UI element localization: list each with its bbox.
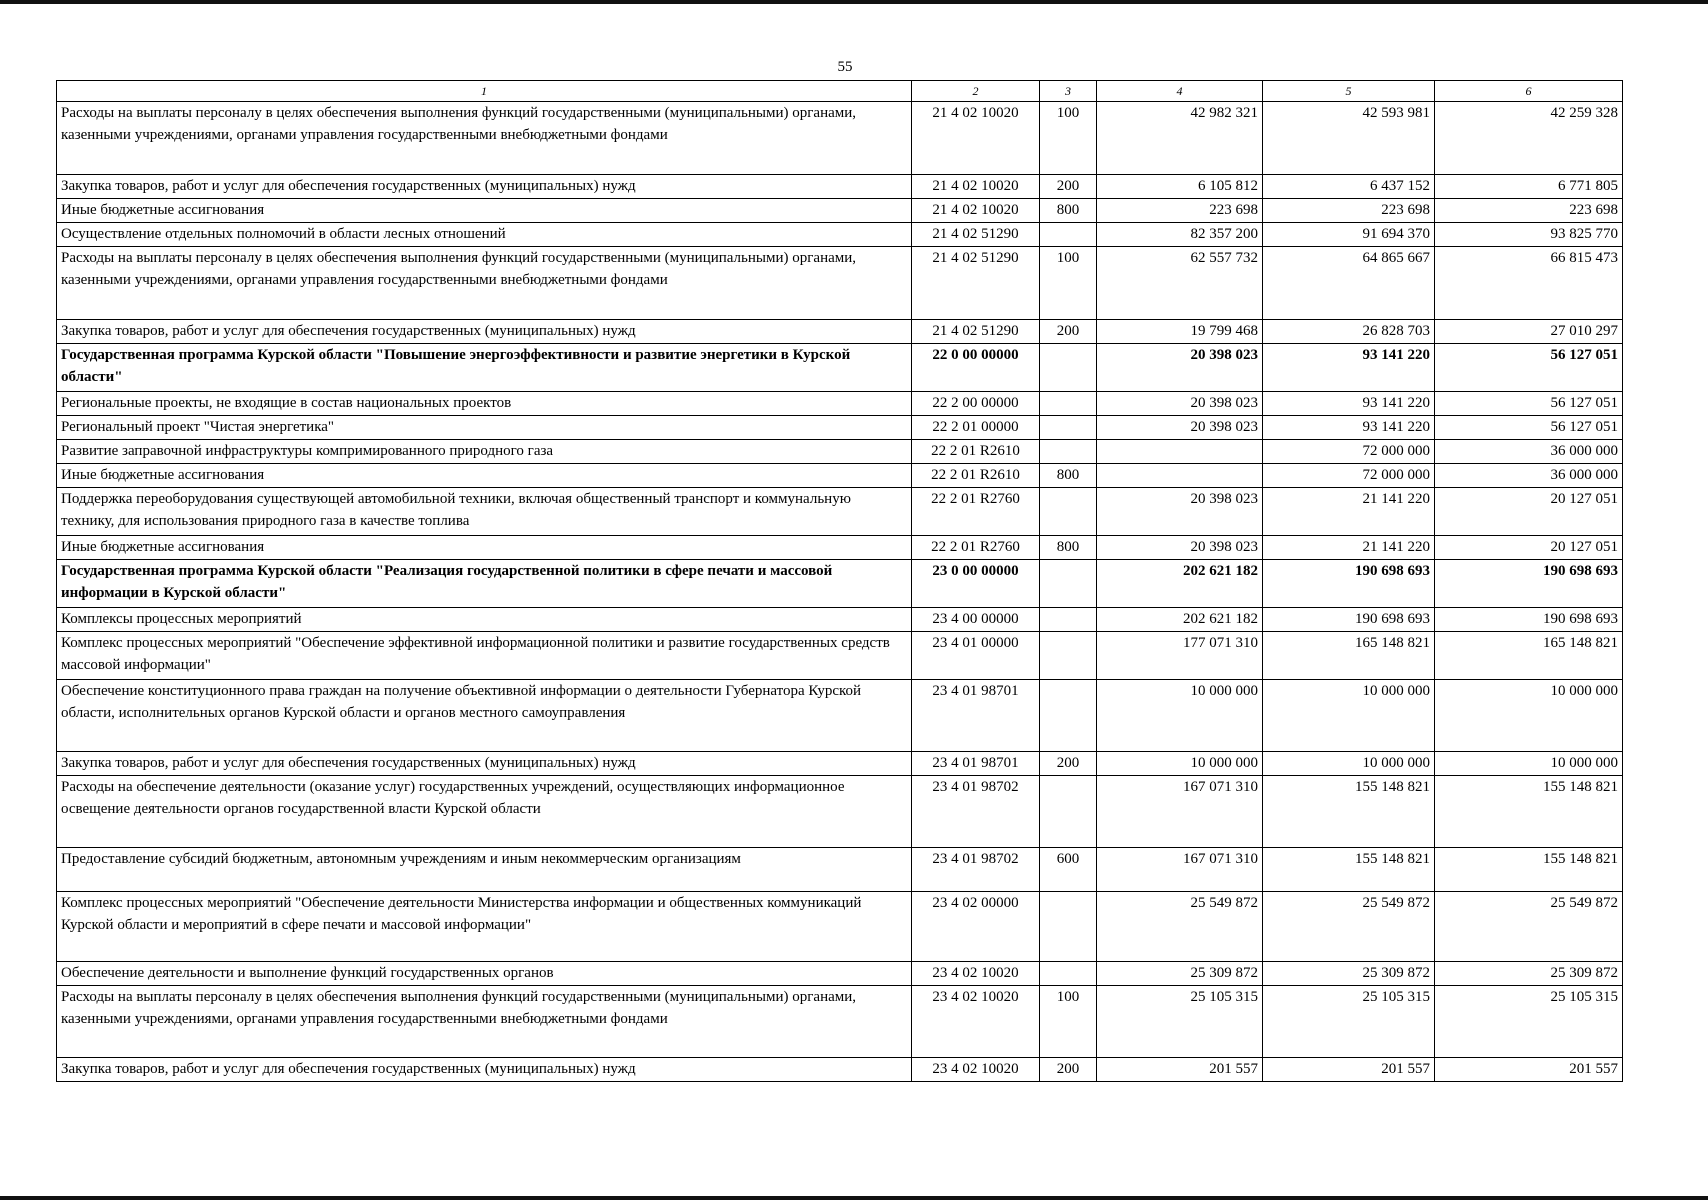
row-code-cell: 21 4 02 51290	[912, 223, 1040, 247]
row-code-cell: 23 4 01 98701	[912, 752, 1040, 776]
row-code-cell: 23 4 01 98702	[912, 848, 1040, 892]
row-name-cell: Иные бюджетные ассигнования	[57, 464, 912, 488]
row-value-cell: 202 621 182	[1097, 608, 1263, 632]
row-type-cell: 200	[1040, 1058, 1097, 1082]
row-value-cell: 91 694 370	[1263, 223, 1435, 247]
row-code-cell: 21 4 02 10020	[912, 102, 1040, 175]
row-value-cell: 36 000 000	[1435, 440, 1623, 464]
row-value-cell: 201 557	[1097, 1058, 1263, 1082]
row-code-cell: 21 4 02 51290	[912, 320, 1040, 344]
row-type-cell: 200	[1040, 320, 1097, 344]
row-name-cell: Развитие заправочной инфраструктуры компримированного природного газа	[57, 440, 912, 464]
table-row	[57, 1058, 1623, 1082]
row-type-cell	[1040, 223, 1097, 247]
row-value-cell: 223 698	[1097, 199, 1263, 223]
row-name-cell: Комплексы процессных мероприятий	[57, 608, 912, 632]
row-type-cell: 200	[1040, 175, 1097, 199]
row-value-cell: 21 141 220	[1263, 536, 1435, 560]
row-code-cell: 22 2 01 R2610	[912, 440, 1040, 464]
row-name-cell: Региональный проект "Чистая энергетика"	[57, 416, 912, 440]
row-type-cell	[1040, 344, 1097, 392]
row-name-cell: Обеспечение конституционного права граждан на получение объективной информации о деятельности Губернатора Курской области, исполнительных органов Курской области и органов местного самоуправления	[57, 680, 912, 752]
row-type-cell	[1040, 392, 1097, 416]
row-value-cell: 42 982 321	[1097, 102, 1263, 175]
row-value-cell: 190 698 693	[1263, 560, 1435, 608]
row-type-cell	[1040, 416, 1097, 440]
row-value-cell: 25 309 872	[1097, 962, 1263, 986]
row-code-cell: 23 4 00 00000	[912, 608, 1040, 632]
row-value-cell: 56 127 051	[1435, 416, 1623, 440]
row-value-cell: 177 071 310	[1097, 632, 1263, 680]
row-value-cell: 6 771 805	[1435, 175, 1623, 199]
table-row	[57, 962, 1623, 986]
row-name-cell: Расходы на выплаты персоналу в целях обеспечения выполнения функций государственными (муниципальными) органами, казенными учреждениями, органами управления государственными внебюджетными фондами	[57, 247, 912, 320]
row-value-cell: 72 000 000	[1263, 440, 1435, 464]
row-code-cell: 21 4 02 10020	[912, 199, 1040, 223]
table-row	[57, 608, 1623, 632]
row-value-cell: 10 000 000	[1263, 752, 1435, 776]
row-value-cell: 26 828 703	[1263, 320, 1435, 344]
row-code-cell: 23 4 02 10020	[912, 1058, 1040, 1082]
scan-edge-top	[0, 0, 1708, 4]
table-row	[57, 560, 1623, 608]
row-type-cell: 100	[1040, 986, 1097, 1058]
row-code-cell: 22 2 01 R2760	[912, 488, 1040, 536]
row-value-cell: 93 141 220	[1263, 392, 1435, 416]
row-code-cell: 23 4 02 10020	[912, 962, 1040, 986]
column-header: 4	[1097, 81, 1263, 102]
row-type-cell	[1040, 962, 1097, 986]
row-value-cell: 10 000 000	[1097, 752, 1263, 776]
row-value-cell: 25 549 872	[1435, 892, 1623, 962]
table-row	[57, 416, 1623, 440]
row-value-cell: 62 557 732	[1097, 247, 1263, 320]
row-value-cell: 20 398 023	[1097, 488, 1263, 536]
row-value-cell: 167 071 310	[1097, 848, 1263, 892]
row-name-cell: Обеспечение деятельности и выполнение функций государственных органов	[57, 962, 912, 986]
row-type-cell	[1040, 560, 1097, 608]
row-value-cell: 20 398 023	[1097, 536, 1263, 560]
row-value-cell: 10 000 000	[1435, 752, 1623, 776]
row-value-cell: 155 148 821	[1263, 776, 1435, 848]
row-code-cell: 23 0 00 00000	[912, 560, 1040, 608]
table-row	[57, 102, 1623, 175]
row-code-cell: 23 4 01 98702	[912, 776, 1040, 848]
row-value-cell: 25 105 315	[1435, 986, 1623, 1058]
row-code-cell: 22 2 01 R2610	[912, 464, 1040, 488]
row-value-cell: 66 815 473	[1435, 247, 1623, 320]
row-value-cell: 56 127 051	[1435, 344, 1623, 392]
row-value-cell: 42 259 328	[1435, 102, 1623, 175]
row-code-cell: 22 2 01 00000	[912, 416, 1040, 440]
row-value-cell: 42 593 981	[1263, 102, 1435, 175]
row-type-cell	[1040, 776, 1097, 848]
row-value-cell: 56 127 051	[1435, 392, 1623, 416]
row-name-cell: Комплекс процессных мероприятий "Обеспечение деятельности Министерства информации и общественных коммуникаций Курской области и мероприятий в сфере печати и массовой информации"	[57, 892, 912, 962]
row-type-cell	[1040, 488, 1097, 536]
table-row	[57, 776, 1623, 848]
row-value-cell: 25 549 872	[1263, 892, 1435, 962]
row-value-cell: 223 698	[1263, 199, 1435, 223]
table-row	[57, 632, 1623, 680]
row-name-cell: Поддержка переоборудования существующей автомобильной техники, включая общественный транспорт и коммунальную технику, для использования природного газа в качестве топлива	[57, 488, 912, 536]
row-name-cell: Иные бюджетные ассигнования	[57, 536, 912, 560]
row-name-cell: Региональные проекты, не входящие в состав национальных проектов	[57, 392, 912, 416]
row-value-cell: 201 557	[1435, 1058, 1623, 1082]
column-header: 5	[1263, 81, 1435, 102]
row-code-cell: 23 4 01 00000	[912, 632, 1040, 680]
row-value-cell: 25 309 872	[1435, 962, 1623, 986]
row-value-cell	[1097, 464, 1263, 488]
table-row	[57, 752, 1623, 776]
budget-table	[56, 80, 1623, 1082]
row-type-cell: 100	[1040, 102, 1097, 175]
row-type-cell: 800	[1040, 464, 1097, 488]
row-value-cell: 25 309 872	[1263, 962, 1435, 986]
table-row	[57, 344, 1623, 392]
row-name-cell: Расходы на выплаты персоналу в целях обеспечения выполнения функций государственными (муниципальными) органами, казенными учреждениями, органами управления государственными внебюджетными фондами	[57, 102, 912, 175]
table-row	[57, 320, 1623, 344]
table-body	[57, 102, 1623, 1082]
row-value-cell: 36 000 000	[1435, 464, 1623, 488]
row-value-cell: 155 148 821	[1435, 776, 1623, 848]
row-value-cell: 165 148 821	[1435, 632, 1623, 680]
row-value-cell: 93 825 770	[1435, 223, 1623, 247]
table-row	[57, 175, 1623, 199]
row-name-cell: Комплекс процессных мероприятий "Обеспечение эффективной информационной политики и развитие государственных средств массовой информации"	[57, 632, 912, 680]
table-row	[57, 986, 1623, 1058]
table-row	[57, 680, 1623, 752]
row-value-cell: 6 437 152	[1263, 175, 1435, 199]
row-value-cell: 202 621 182	[1097, 560, 1263, 608]
row-value-cell	[1097, 440, 1263, 464]
row-type-cell: 800	[1040, 199, 1097, 223]
row-name-cell: Расходы на выплаты персоналу в целях обеспечения выполнения функций государственными (муниципальными) органами, казенными учреждениями, органами управления государственными внебюджетными фондами	[57, 986, 912, 1058]
row-value-cell: 6 105 812	[1097, 175, 1263, 199]
row-code-cell: 22 2 01 R2760	[912, 536, 1040, 560]
row-value-cell: 155 148 821	[1263, 848, 1435, 892]
row-code-cell: 21 4 02 10020	[912, 175, 1040, 199]
row-name-cell: Государственная программа Курской области "Реализация государственной политики в сфере печати и массовой информации в Курской области"	[57, 560, 912, 608]
row-value-cell: 190 698 693	[1435, 560, 1623, 608]
row-value-cell: 93 141 220	[1263, 416, 1435, 440]
table-row	[57, 247, 1623, 320]
row-code-cell: 23 4 02 00000	[912, 892, 1040, 962]
row-value-cell: 19 799 468	[1097, 320, 1263, 344]
table-row	[57, 392, 1623, 416]
column-header: 6	[1435, 81, 1623, 102]
row-value-cell: 93 141 220	[1263, 344, 1435, 392]
row-value-cell: 201 557	[1263, 1058, 1435, 1082]
column-header-row	[57, 81, 1623, 102]
page-number: 55	[837, 59, 853, 75]
row-value-cell: 190 698 693	[1435, 608, 1623, 632]
row-type-cell: 600	[1040, 848, 1097, 892]
row-value-cell: 10 000 000	[1097, 680, 1263, 752]
row-value-cell: 167 071 310	[1097, 776, 1263, 848]
row-type-cell	[1040, 680, 1097, 752]
table-row	[57, 892, 1623, 962]
table-row	[57, 440, 1623, 464]
row-value-cell: 25 105 315	[1097, 986, 1263, 1058]
row-name-cell: Государственная программа Курской области "Повышение энергоэффективности и развитие энергетики в Курской области"	[57, 344, 912, 392]
row-code-cell: 21 4 02 51290	[912, 247, 1040, 320]
row-value-cell: 21 141 220	[1263, 488, 1435, 536]
row-name-cell: Закупка товаров, работ и услуг для обеспечения государственных (муниципальных) нужд	[57, 320, 912, 344]
table-row	[57, 223, 1623, 247]
row-value-cell: 20 127 051	[1435, 536, 1623, 560]
row-value-cell: 20 398 023	[1097, 392, 1263, 416]
table-row	[57, 464, 1623, 488]
row-value-cell: 20 398 023	[1097, 416, 1263, 440]
row-type-cell: 800	[1040, 536, 1097, 560]
row-name-cell: Иные бюджетные ассигнования	[57, 199, 912, 223]
row-value-cell: 190 698 693	[1263, 608, 1435, 632]
row-value-cell: 223 698	[1435, 199, 1623, 223]
row-value-cell: 25 549 872	[1097, 892, 1263, 962]
row-value-cell: 72 000 000	[1263, 464, 1435, 488]
row-code-cell: 23 4 02 10020	[912, 986, 1040, 1058]
row-name-cell: Закупка товаров, работ и услуг для обеспечения государственных (муниципальных) нужд	[57, 175, 912, 199]
row-value-cell: 10 000 000	[1435, 680, 1623, 752]
row-value-cell: 10 000 000	[1263, 680, 1435, 752]
row-type-cell	[1040, 440, 1097, 464]
row-type-cell: 200	[1040, 752, 1097, 776]
row-type-cell	[1040, 632, 1097, 680]
table-row	[57, 848, 1623, 892]
column-header: 1	[57, 81, 912, 102]
row-code-cell: 22 0 00 00000	[912, 344, 1040, 392]
row-value-cell: 82 357 200	[1097, 223, 1263, 247]
column-header: 3	[1040, 81, 1097, 102]
row-code-cell: 22 2 00 00000	[912, 392, 1040, 416]
row-name-cell: Предоставление субсидий бюджетным, автономным учреждениям и иным некоммерческим организациям	[57, 848, 912, 892]
row-type-cell	[1040, 608, 1097, 632]
row-type-cell: 100	[1040, 247, 1097, 320]
row-value-cell: 155 148 821	[1435, 848, 1623, 892]
row-value-cell: 20 398 023	[1097, 344, 1263, 392]
row-type-cell	[1040, 892, 1097, 962]
row-value-cell: 27 010 297	[1435, 320, 1623, 344]
row-name-cell: Расходы на обеспечение деятельности (оказание услуг) государственных учреждений, осуществляющих информационное освещение деятельности органов государственной власти Курской области	[57, 776, 912, 848]
table-row	[57, 488, 1623, 536]
table-row	[57, 199, 1623, 223]
row-value-cell: 20 127 051	[1435, 488, 1623, 536]
row-value-cell: 25 105 315	[1263, 986, 1435, 1058]
table-row	[57, 536, 1623, 560]
scan-edge-bottom	[0, 1196, 1708, 1200]
column-header: 2	[912, 81, 1040, 102]
row-name-cell: Закупка товаров, работ и услуг для обеспечения государственных (муниципальных) нужд	[57, 752, 912, 776]
row-code-cell: 23 4 01 98701	[912, 680, 1040, 752]
row-value-cell: 165 148 821	[1263, 632, 1435, 680]
row-name-cell: Осуществление отдельных полномочий в области лесных отношений	[57, 223, 912, 247]
row-name-cell: Закупка товаров, работ и услуг для обеспечения государственных (муниципальных) нужд	[57, 1058, 912, 1082]
row-value-cell: 64 865 667	[1263, 247, 1435, 320]
